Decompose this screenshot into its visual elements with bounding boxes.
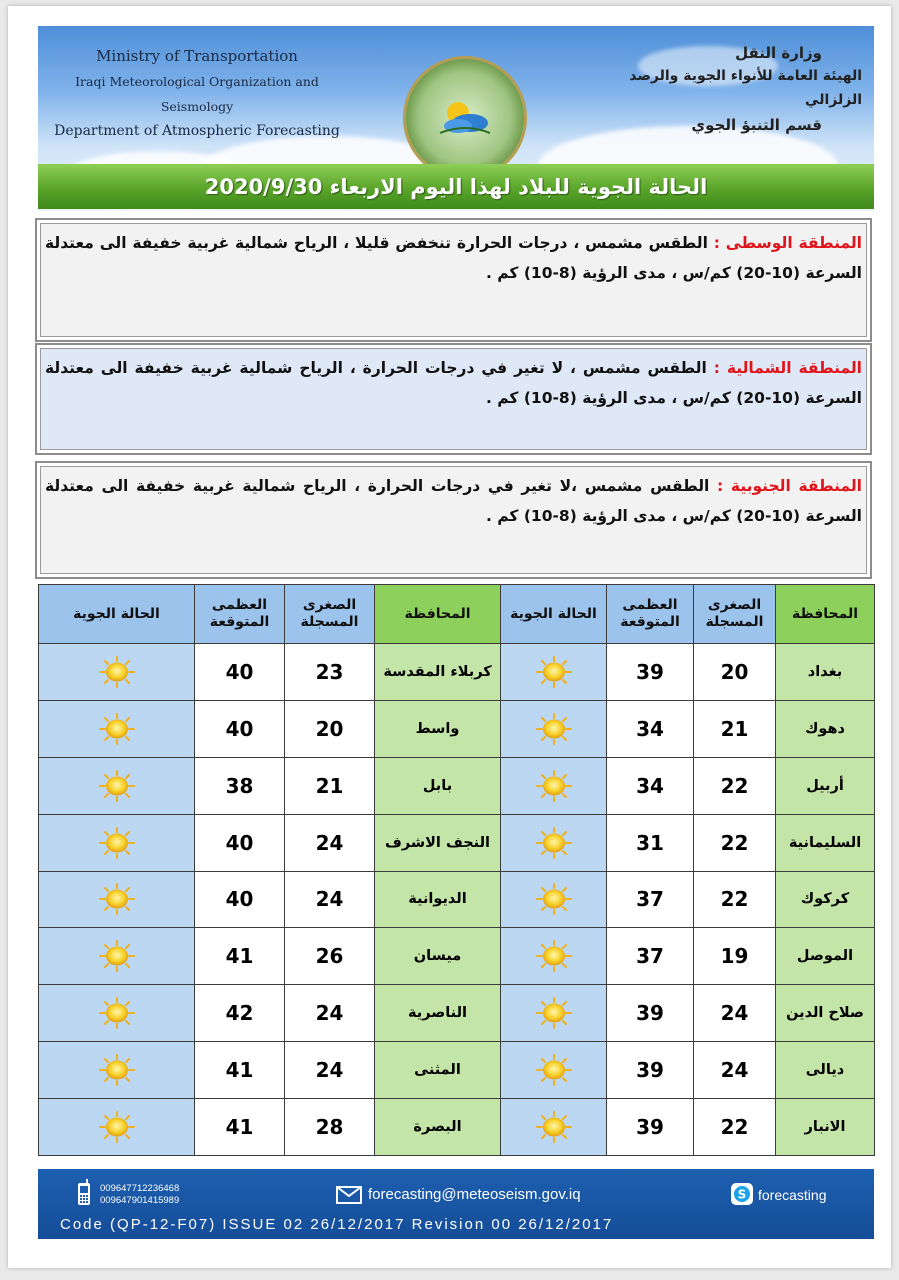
- table-row: [39, 644, 875, 701]
- header-condition: الحالة الجوية: [501, 585, 607, 644]
- organization-name-ar: الهيئة العامة للأنواء الجوية والرصد الزلزالي: [629, 68, 862, 108]
- min-temp-cell: 21: [285, 757, 375, 814]
- header-governorate: المحافظة: [776, 585, 875, 644]
- governorate-cell: أربيل: [776, 757, 875, 814]
- weather-table: [38, 584, 875, 1156]
- phone-number: 009647901415989: [100, 1195, 180, 1206]
- max-temp-cell: 41: [195, 928, 285, 985]
- table-row: [39, 1099, 875, 1156]
- governorate-cell: المثنى: [375, 1042, 501, 1099]
- max-temp-cell: 34: [607, 757, 694, 814]
- table-row: [39, 700, 875, 757]
- min-temp-cell: 20: [694, 644, 776, 701]
- ministry-name-ar: وزارة النقل: [735, 44, 822, 62]
- condition-cell: [39, 1042, 195, 1099]
- header-min: الصغرى المسجلة: [694, 585, 776, 644]
- table-header-row: [39, 585, 875, 644]
- sunny-icon: [534, 718, 574, 737]
- sunny-icon: [534, 889, 574, 908]
- governorate-cell: الانبار: [776, 1099, 875, 1156]
- table-row: [39, 814, 875, 871]
- table-row: [39, 985, 875, 1042]
- sunny-icon: [97, 832, 137, 851]
- min-temp-cell: 23: [285, 644, 375, 701]
- table-row: [39, 871, 875, 928]
- governorate-cell: السليمانية: [776, 814, 875, 871]
- sunny-icon: [534, 1060, 574, 1079]
- email-link[interactable]: forecasting@meteoseism.gov.iq: [368, 1186, 581, 1203]
- document-code: Code (QP-12-F07) ISSUE 02 26/12/2017 Revision 00 26/12/2017: [60, 1216, 614, 1233]
- governorate-cell: صلاح الدين: [776, 985, 875, 1042]
- sunny-icon: [97, 775, 137, 794]
- max-temp-cell: 40: [195, 814, 285, 871]
- phone-numbers: [100, 1183, 179, 1207]
- min-temp-cell: 22: [694, 757, 776, 814]
- min-temp-cell: 24: [694, 1042, 776, 1099]
- region-name: المنطقة الشمالية :: [713, 359, 862, 377]
- condition-cell: [39, 928, 195, 985]
- department-name-ar: قسم التنبؤ الجوي: [691, 116, 822, 134]
- header-min: الصغرى المسجلة: [285, 585, 375, 644]
- min-temp-cell: 22: [694, 814, 776, 871]
- condition-cell: [501, 1042, 607, 1099]
- phone-icon: [76, 1179, 92, 1207]
- mail-icon: [336, 1186, 362, 1204]
- condition-cell: [501, 985, 607, 1042]
- min-temp-cell: 24: [285, 871, 375, 928]
- skype-handle[interactable]: forecasting: [758, 1187, 827, 1203]
- condition-cell: [39, 644, 195, 701]
- max-temp-cell: 39: [607, 1099, 694, 1156]
- region-central: [35, 218, 872, 342]
- sunny-icon: [97, 661, 137, 680]
- condition-cell: [39, 871, 195, 928]
- max-temp-cell: 42: [195, 985, 285, 1042]
- governorate-cell: واسط: [375, 700, 501, 757]
- condition-cell: [39, 1099, 195, 1156]
- min-temp-cell: 24: [285, 1042, 375, 1099]
- sunny-icon: [534, 775, 574, 794]
- governorate-cell: ميسان: [375, 928, 501, 985]
- min-temp-cell: 24: [285, 985, 375, 1042]
- organization-seal-icon: [406, 59, 524, 177]
- governorate-cell: دهوك: [776, 700, 875, 757]
- governorate-cell: ديالى: [776, 1042, 875, 1099]
- header-english: [52, 44, 342, 144]
- region-text: [45, 353, 862, 413]
- sunny-icon: [534, 1003, 574, 1022]
- phone-number: 009647712236468: [100, 1183, 180, 1194]
- governorate-cell: الناصرية: [375, 985, 501, 1042]
- header-governorate: المحافظة: [375, 585, 501, 644]
- region-text: [45, 471, 862, 531]
- ministry-name-en: Ministry of Transportation: [96, 47, 298, 65]
- condition-cell: [501, 757, 607, 814]
- governorate-cell: الديوانية: [375, 871, 501, 928]
- governorate-cell: الموصل: [776, 928, 875, 985]
- max-temp-cell: 31: [607, 814, 694, 871]
- min-temp-cell: 22: [694, 871, 776, 928]
- condition-cell: [501, 814, 607, 871]
- footer: [38, 1169, 874, 1239]
- page-title: الحالة الجوية للبلاد لهذا اليوم الاربعاء 2020/9/30: [204, 174, 708, 199]
- sunny-icon: [534, 946, 574, 965]
- governorate-cell: كركوك: [776, 871, 875, 928]
- governorate-cell: كربلاء المقدسة: [375, 644, 501, 701]
- max-temp-cell: 40: [195, 644, 285, 701]
- department-name-en: Department of Atmospheric Forecasting: [54, 123, 340, 139]
- svg-text:S: S: [737, 1187, 747, 1202]
- sunny-icon: [534, 661, 574, 680]
- table-row: [39, 928, 875, 985]
- max-temp-cell: 41: [195, 1042, 285, 1099]
- condition-cell: [501, 871, 607, 928]
- max-temp-cell: 39: [607, 1042, 694, 1099]
- min-temp-cell: 24: [285, 814, 375, 871]
- sunny-icon: [97, 1003, 137, 1022]
- max-temp-cell: 40: [195, 871, 285, 928]
- header-condition: الحالة الجوية: [39, 585, 195, 644]
- header-max: العظمى المتوقعة: [607, 585, 694, 644]
- condition-cell: [501, 928, 607, 985]
- sunny-icon: [97, 946, 137, 965]
- bulletin-sheet: [8, 6, 891, 1268]
- min-temp-cell: 28: [285, 1099, 375, 1156]
- region-forecast: الطقس مشمس ، لا تغير في درجات الحرارة ، الرياح شمالية غربية خفيفة الى معتدلة السرعة (10-20) كم/س ، مدى الرؤية (8-10) كم .: [45, 359, 862, 407]
- max-temp-cell: 37: [607, 928, 694, 985]
- max-temp-cell: 40: [195, 700, 285, 757]
- max-temp-cell: 34: [607, 700, 694, 757]
- condition-cell: [39, 985, 195, 1042]
- condition-cell: [501, 644, 607, 701]
- region-forecast: الطقس مشمس ، درجات الحرارة تنخفض قليلا ، الرياح شمالية غربية خفيفة الى معتدلة السرعة (10-20) كم/س ، مدى الرؤية (8-10) كم .: [45, 234, 862, 282]
- condition-cell: [501, 700, 607, 757]
- condition-cell: [39, 814, 195, 871]
- min-temp-cell: 20: [285, 700, 375, 757]
- sunny-icon: [97, 889, 137, 908]
- sunny-icon: [97, 1117, 137, 1136]
- condition-cell: [39, 757, 195, 814]
- min-temp-cell: 26: [285, 928, 375, 985]
- min-temp-cell: 22: [694, 1099, 776, 1156]
- region-name: المنطقة الوسطى :: [713, 234, 862, 252]
- governorate-cell: بابل: [375, 757, 501, 814]
- governorate-cell: البصرة: [375, 1099, 501, 1156]
- header-max: العظمى المتوقعة: [195, 585, 285, 644]
- table-row: [39, 1042, 875, 1099]
- governorate-cell: النجف الاشرف: [375, 814, 501, 871]
- header-arabic: [602, 42, 862, 138]
- governorate-cell: بغداد: [776, 644, 875, 701]
- sunny-icon: [97, 718, 137, 737]
- max-temp-cell: 37: [607, 871, 694, 928]
- max-temp-cell: 39: [607, 985, 694, 1042]
- region-south: [35, 461, 872, 579]
- region-text: [45, 228, 862, 288]
- max-temp-cell: 41: [195, 1099, 285, 1156]
- title-bar: [38, 164, 874, 209]
- min-temp-cell: 21: [694, 700, 776, 757]
- sunny-icon: [97, 1060, 137, 1079]
- region-name: المنطقة الجنوبية :: [717, 477, 862, 495]
- max-temp-cell: 39: [607, 644, 694, 701]
- min-temp-cell: 19: [694, 928, 776, 985]
- sunny-icon: [534, 1117, 574, 1136]
- skype-icon: [731, 1183, 753, 1205]
- max-temp-cell: 38: [195, 757, 285, 814]
- min-temp-cell: 24: [694, 985, 776, 1042]
- organization-name-en: Iraqi Meteorological Organization and Seismology: [75, 74, 319, 114]
- region-north: [35, 343, 872, 455]
- sunny-icon: [534, 832, 574, 851]
- condition-cell: [501, 1099, 607, 1156]
- condition-cell: [39, 700, 195, 757]
- table-row: [39, 757, 875, 814]
- region-forecast: الطقس مشمس ،لا تغير في درجات الحرارة ، الرياح شمالية غربية خفيفة الى معتدلة السرعة (10-20) كم/س ، مدى الرؤية (8-10) كم .: [45, 477, 862, 525]
